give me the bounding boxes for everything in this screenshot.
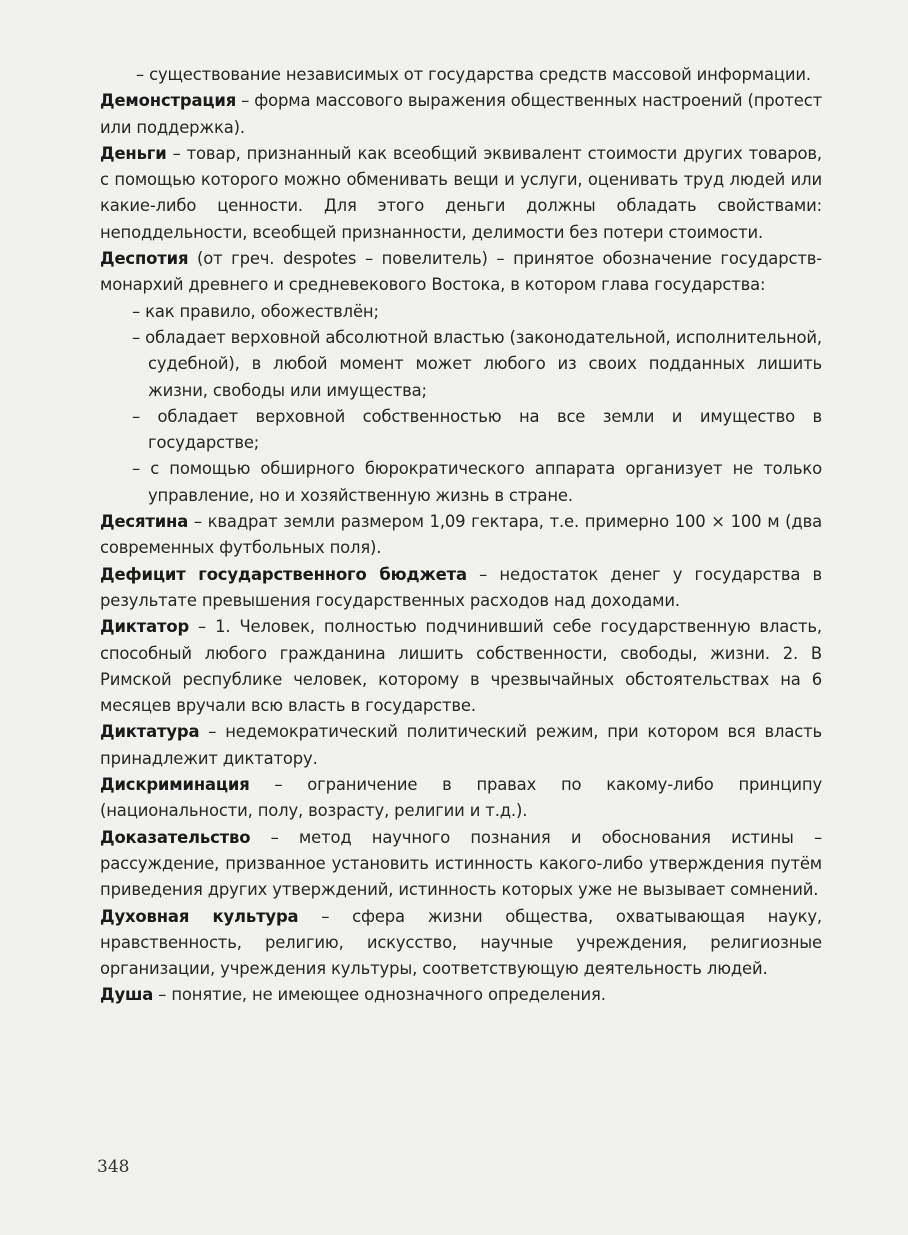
despotism-bullet: – обладает верховной абсолютной властью (законодательной, исполнительной, судебной), в любой момент может любого из своих подданных лишить жизни, свободы или имущества; [132, 327, 822, 400]
intro-bullet: – существование независимых от государства средств массовой информации. [136, 65, 811, 84]
entry-term: Диктатор [100, 617, 190, 637]
entry-soul [100, 982, 822, 1008]
entry-definition: – форма массового выражения общественных настроений (протест или поддержка). [100, 91, 822, 137]
entry-proof [100, 825, 822, 904]
entry-definition: – сфера жизни общества, охватывающая науку, нравственность, религию, искусство, научные учреждения, религиозные организации, учреждения культуры, соответствующую деятельность людей. [100, 906, 822, 979]
entry-term: Демонстрация [100, 91, 237, 111]
entry-term: Дефицит государственного бюджета [100, 564, 467, 584]
entry-budget-deficit [100, 562, 822, 615]
entry-definition: – понятие, не имеющее однозначного определения. [153, 985, 606, 1005]
entry-term: Деньги [100, 143, 167, 163]
glossary-page [100, 62, 822, 1009]
entry-money [100, 141, 822, 246]
entry-definition: (от греч. despotes – повелитель) – принятое обозначение государств-монархий древнего и средневекового Востока, в котором глава государства: [100, 249, 822, 295]
entry-definition: – недемократический политический режим, при котором вся власть принадлежит диктатору. [100, 722, 822, 768]
entry-term: Духовная культура [100, 906, 299, 926]
entry-term: Душа [100, 985, 154, 1005]
entry-definition: – ограничение в правах по какому-либо принципу (национальности, полу, возрасту, религии и т.д.). [100, 775, 822, 821]
entry-spiritual-culture [100, 904, 822, 983]
despotism-bullet: – обладает верховной собственностью на все земли и имущество в государстве; [132, 406, 822, 453]
entry-definition: – товар, признанный как всеобщий эквивалент стоимости других товаров, с помощью которого можно обменивать вещи и услуги, оценивать труд людей или какие-либо ценности. Для этого деньги должны обладать свойствами: неподдельности, всеобщей признанности, делимости без потери стоимости. [100, 143, 822, 242]
entry-dictator [100, 614, 822, 719]
entry-term: Доказательство [100, 827, 251, 847]
page-number: 348 [97, 1157, 130, 1177]
entry-discrimination [100, 772, 822, 825]
entry-term: Десятина [100, 512, 189, 532]
entry-definition: – квадрат земли размером 1,09 гектара, т.е. примерно 100 × 100 м (два современных футбольных поля). [100, 512, 822, 558]
entry-term: Диктатура [100, 722, 200, 742]
entry-definition: – недостаток денег у государства в результате превышения государственных расходов над доходами. [100, 564, 822, 610]
entry-term: Дискриминация [100, 775, 250, 795]
entry-term: Деспотия [100, 249, 189, 269]
despotism-bullet: – как правило, обожествлён; [132, 301, 379, 321]
entry-despotism [100, 246, 822, 299]
entry-definition: – метод научного познания и обоснования истины – рассуждение, призванное установить истинность какого-либо утверждения путём приведения других утверждений, истинность которых уже не вызывает сомнений. [100, 827, 822, 900]
entry-desyatina [100, 509, 822, 562]
entry-definition: – 1. Человек, полностью подчинивший себе государственную власть, способный любого гражданина лишить собственности, свободы, жизни. 2. В Римской республике человек, которому в чрезвычайных обстоятельствах на 6 месяцев вручали всю власть в государстве. [100, 617, 822, 716]
entry-dictatorship [100, 719, 822, 772]
despotism-bullet: – с помощью обширного бюрократического аппарата организует не только управление, но и хозяйственную жизнь в стране. [132, 459, 822, 505]
entry-demonstration [100, 88, 822, 141]
